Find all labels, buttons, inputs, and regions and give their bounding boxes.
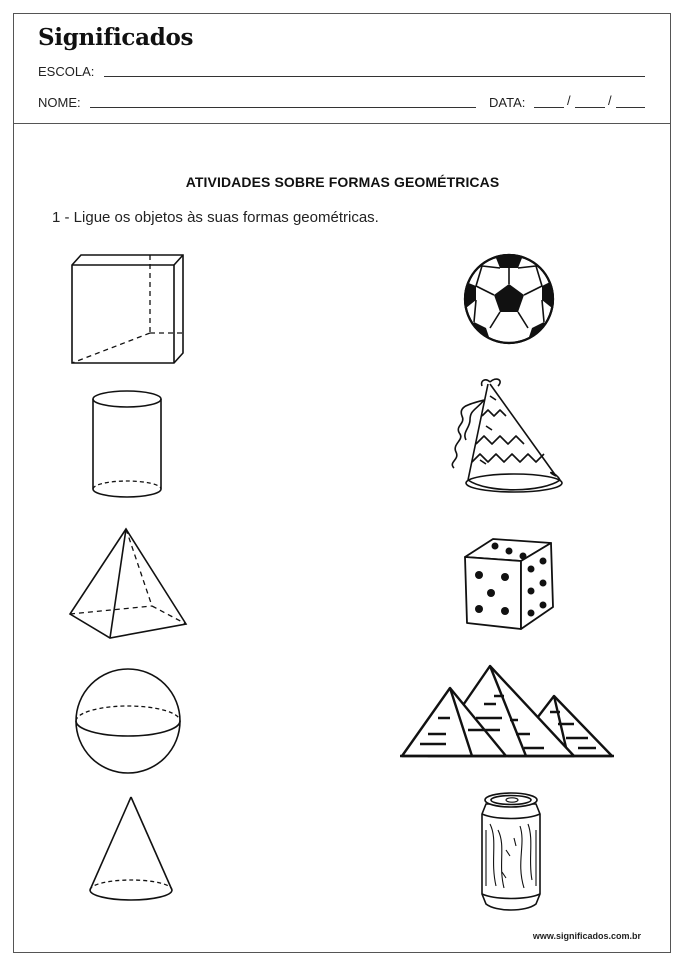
date-month-field[interactable] [575, 107, 605, 108]
date-day-field[interactable] [534, 107, 564, 108]
school-field[interactable] [104, 76, 645, 77]
party-hat-icon [440, 376, 568, 500]
cylinder-icon [90, 389, 164, 501]
footer-url: www.significados.com.br [532, 931, 641, 941]
name-label: NOME: [38, 95, 81, 110]
sphere-icon [73, 666, 183, 776]
question-text: 1 - Ligue os objetos às suas formas geométricas. [52, 209, 379, 226]
header-divider [13, 123, 671, 124]
brand-logo: Significados [38, 24, 194, 51]
pyramid-icon [66, 526, 190, 644]
soccer-ball-icon [462, 252, 556, 346]
page-title: ATIVIDADES SOBRE FORMAS GEOMÉTRICAS [185, 174, 500, 190]
date-label: DATA: [489, 95, 526, 110]
soda-can-icon [476, 790, 546, 914]
cube-icon [66, 249, 188, 367]
date-year-field[interactable] [616, 107, 645, 108]
name-field[interactable] [90, 107, 476, 108]
date-separator: / [608, 93, 612, 108]
date-separator: / [567, 93, 571, 108]
cone-icon [86, 794, 176, 904]
school-label: ESCOLA: [38, 64, 95, 79]
pyramids-icon [398, 664, 616, 760]
dice-icon [459, 533, 559, 635]
